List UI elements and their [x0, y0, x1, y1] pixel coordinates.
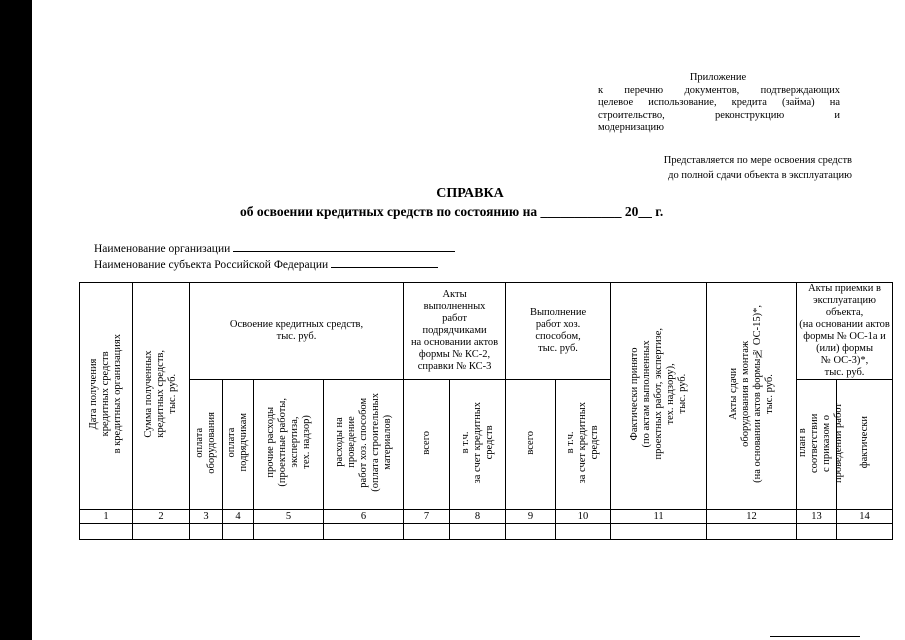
- subject-field: [94, 256, 438, 271]
- note-line-1: Представляется по мере освоения средств: [663, 155, 852, 166]
- table-cell[interactable]: [133, 524, 190, 540]
- header-acceptance-acts-group: Акты приемки в эксплуатацию объекта, (на основании актов формы № ОС-1а и (или) формы № ОС-3)*, тыс. руб.: [797, 283, 893, 380]
- column-number-row: [80, 510, 893, 524]
- col-num: 13: [797, 510, 837, 524]
- sub-actual: фактически: [837, 380, 893, 510]
- table-cell[interactable]: [837, 524, 893, 540]
- sub-other-expenses: прочие расходы (проектные работы, экспертиза, тех. надзор): [254, 380, 324, 510]
- table-cell[interactable]: [254, 524, 324, 540]
- table-cell[interactable]: [80, 524, 133, 540]
- sub-contractor-payment: оплата подрядчикам: [223, 380, 254, 510]
- col-num: 6: [324, 510, 404, 524]
- subject-blank-line[interactable]: [331, 256, 438, 268]
- sub-acts-credit: в т.ч. за счет кредитных средств: [450, 380, 506, 510]
- sub-plan: план в соответствии с приказом о проведении работ: [797, 380, 837, 510]
- sub-own-total: всего: [506, 380, 556, 510]
- header-contractor-acts-group: Акты выполненных работ подрядчиками на основании актов формы № КС-2, справки № КС-3: [404, 283, 506, 380]
- appendix-line-3: строительство, реконструкцию и: [598, 109, 840, 121]
- col-num: 2: [133, 510, 190, 524]
- appendix-line-1: к перечню документов, подтверждающих: [598, 84, 840, 96]
- table-cell[interactable]: [324, 524, 404, 540]
- appendix-line-2: целевое использование, кредита (займа) на: [598, 97, 840, 108]
- subject-label: Наименование субъекта Российской Федерации: [94, 259, 329, 271]
- header-credit-amount: Сумма полученных кредитных средств, тыс. руб.: [133, 283, 190, 510]
- appendix-title: Приложение: [689, 72, 747, 83]
- appendix-block: [598, 72, 840, 135]
- sub-acts-total: всего: [404, 380, 450, 510]
- table-cell[interactable]: [556, 524, 611, 540]
- col-num: 3: [190, 510, 223, 524]
- page-corner-line: [770, 636, 860, 637]
- header-development-group: Освоение кредитных средств, тыс. руб.: [190, 283, 404, 380]
- note-line-2: до полной сдачи объекта в эксплуатацию: [668, 170, 852, 181]
- col-num: 9: [506, 510, 556, 524]
- table-row: [80, 524, 893, 540]
- table-cell[interactable]: [450, 524, 506, 540]
- col-num: 7: [404, 510, 450, 524]
- submission-note: [610, 153, 852, 183]
- document-subtitle: об освоении кредитных средств по состоянию на ____________ 20__ г.: [240, 204, 664, 219]
- credit-funds-table: [79, 282, 893, 540]
- table-cell[interactable]: [223, 524, 254, 540]
- table-cell[interactable]: [611, 524, 707, 540]
- appendix-line-4: модернизацию: [598, 122, 664, 133]
- col-num: 11: [611, 510, 707, 524]
- sub-equipment-payment: оплата оборудования: [190, 380, 223, 510]
- header-equipment-acts: Акты сдачи оборудования в монтаж (на основании актов формы№ ОС-15)*, тыс. руб.: [707, 283, 797, 510]
- col-num: 5: [254, 510, 324, 524]
- col-num: 8: [450, 510, 506, 524]
- table-cell[interactable]: [190, 524, 223, 540]
- organization-field: [94, 240, 455, 255]
- sub-own-credit: в т.ч. за счет кредитных средств: [556, 380, 611, 510]
- col-num: 14: [837, 510, 893, 524]
- table-cell[interactable]: [707, 524, 797, 540]
- document-title: СПРАВКА: [436, 186, 504, 201]
- col-num: 1: [80, 510, 133, 524]
- table-cell[interactable]: [797, 524, 837, 540]
- table-cell[interactable]: [404, 524, 450, 540]
- header-actually-accepted: Фактически принято (по актам выполненных проектных работ, экспертизе, тех. надзору), тыс. руб.: [611, 283, 707, 510]
- col-num: 10: [556, 510, 611, 524]
- organization-label: Наименование организации: [94, 243, 231, 255]
- header-own-works-group: Выполнение работ хоз. способом, тыс. руб.: [506, 283, 611, 380]
- organization-blank-line[interactable]: [233, 240, 455, 252]
- scan-edge-bar: [0, 0, 32, 640]
- col-num: 4: [223, 510, 254, 524]
- col-num: 12: [707, 510, 797, 524]
- header-credit-date: Дата получения кредитных средств в кредитных организациях: [80, 283, 133, 510]
- sub-own-works-expenses: расходы на проведение работ хоз. способом (оплата строительных материалов): [324, 380, 404, 510]
- table-cell[interactable]: [506, 524, 556, 540]
